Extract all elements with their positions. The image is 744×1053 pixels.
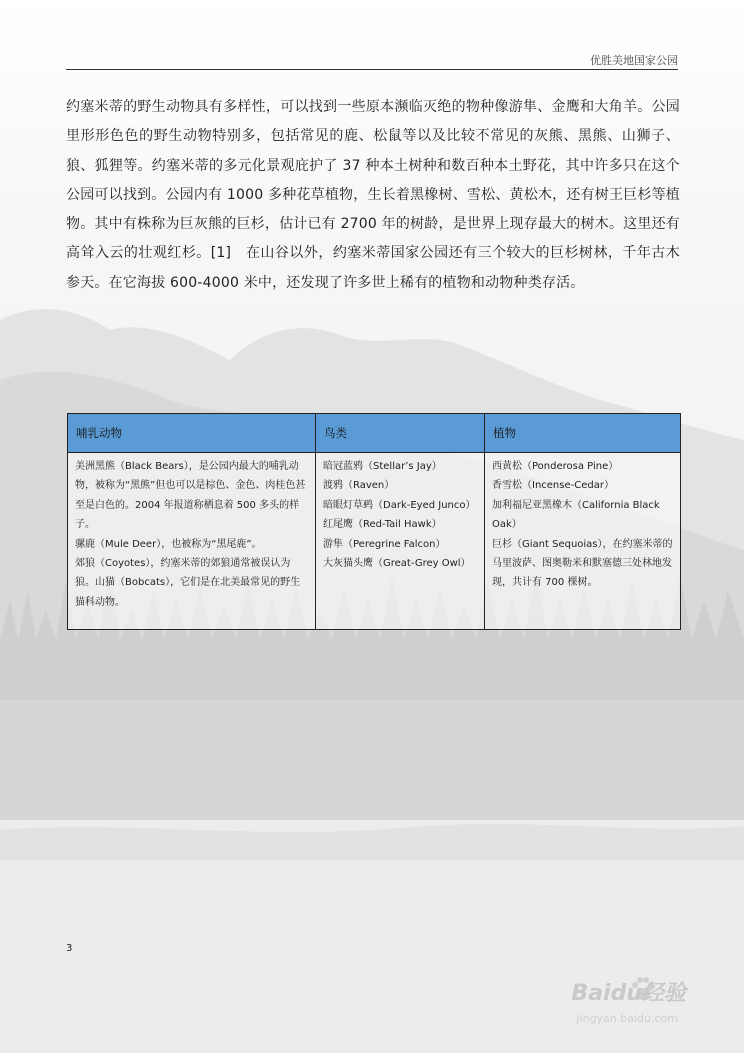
header-mammals: 哺乳动物 — [68, 414, 316, 453]
list-item: 游隼（Peregrine Falcon） — [323, 538, 446, 550]
page-number: 3 — [66, 943, 73, 954]
mammals-cell — [68, 453, 316, 630]
list-item: 暗冠蓝鸦（Stellar’s Jay） — [323, 461, 442, 472]
list-item: 渡鸦（Raven） — [323, 480, 395, 492]
watermark-url: jingyan.baidu.com — [576, 1012, 678, 1025]
list-item: 加利福尼亚黑橡木（California Black Oak） — [492, 499, 660, 531]
list-item: 西黄松（Ponderosa Pine） — [492, 461, 619, 472]
plants-cell — [485, 453, 681, 630]
table-header-row — [68, 414, 681, 453]
body-paragraph: 约塞米蒂的野生动物具有多样性，可以找到一些原本濒临灭绝的物种像游隼、金鹰和大角羊。公园里形形色色的野生动物特别多，包括常见的鹿、松鼠等以及比较不常见的灰熊、黑熊、山狮子、狼、狐狸等。约塞米蒂的多元化景观庇护了 37 种本土树种和数百种本土野花，其中许多只在这个公园可以找到。公园内有 1000 多种花草植物，生长着黑橡树、雪松、黄松木，还有树王巨杉等植物。其中有株称为巨灰熊的巨杉，估计已有 2700 年的树龄，是世界上现存最大的树木。这里还有高耸入云的壮观红杉。[1] 在山谷以外，约塞米蒂国家公园还有三个较大的巨杉树林，千年古木参天。在它海拔 600-4000 米中，还发现了许多世上稀有的植物和动物种类存活。 — [66, 99, 680, 291]
list-item: 郊狼（Coyotes），约塞米蒂的郊狼通常被误认为狼。山猫（Bobcats），它们是在北美最常见的野生猫科动物。 — [75, 558, 301, 608]
birds-cell — [316, 453, 485, 630]
list-item: 暗眼灯草鹀（Dark-Eyed Junco） — [323, 499, 476, 511]
list-item: 美洲黑熊（Black Bears），是公园内最大的哺乳动物，被称为“黑熊”但也可以是棕色、金色、肉桂色甚至是白色的。2004 年报道称栖息着 500 多头的样子。 — [75, 461, 306, 531]
header-birds: 鸟类 — [316, 414, 485, 453]
list-item: 红尾鹰（Red-Tail Hawk） — [323, 519, 442, 531]
list-item: 骡鹿（Mule Deer），也被称为“黑尾鹿”。 — [75, 538, 262, 550]
list-item: 巨杉（Giant Sequoias），在约塞米蒂的马里波萨、图奥勒米和默塞德三处林地发现，共计有 700 棵树。 — [492, 538, 673, 589]
species-table — [67, 413, 681, 630]
table-row — [68, 453, 681, 630]
header-title: 优胜美地国家公园 — [590, 54, 678, 67]
list-item: 大灰猫头鹰（Great-Grey Owl） — [323, 558, 471, 570]
header-plants: 植物 — [485, 414, 681, 453]
header-divider — [66, 69, 678, 70]
watermark-brand: Baidu经验 — [571, 981, 686, 1006]
list-item: 香雪松（Incense-Cedar） — [492, 480, 614, 492]
